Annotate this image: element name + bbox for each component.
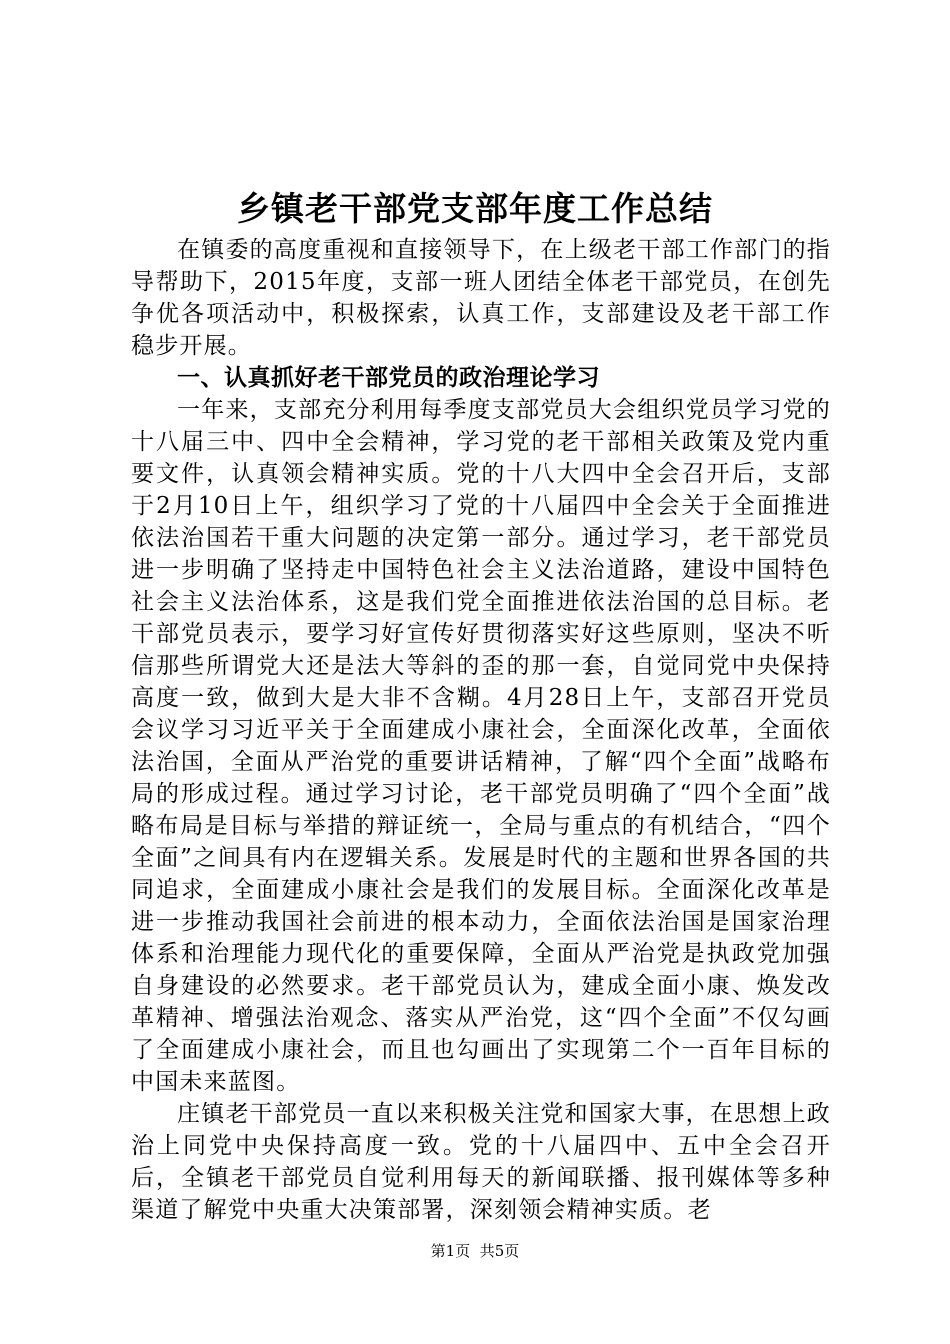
intro-paragraph: 在镇委的高度重视和直接领导下，在上级老干部工作部门的指导帮助下，2015年度，支部一班人团结全体老干部党员，在创先争优各项活动中，积极探索，认真工作，支部建设及老干部工作稳步开展。: [131, 237, 831, 359]
page-total: 共5页: [479, 1242, 520, 1260]
document-body: [131, 234, 831, 1226]
document-title: 乡镇老干部党支部年度工作总结: [237, 189, 713, 228]
section-1-paragraph-1: 一年来，支部充分利用每季度支部党员大会组织党员学习党的十八届三中、四中全会精神，学习党的老干部相关政策及党内重要文件，认真领会精神实质。党的十八大四中全会召开后，支部于2月10日上午，组织学习了党的十八届四中全会关于全面推进依法治国若干重大问题的决定第一部分。通过学习，老干部党员进一步明确了坚持走中国特色社会主义法治道路，建设中国特色社会主义法治体系，这是我们党全面推进依法治国的总目标。老干部党员表示，要学习好宣传好贯彻落实好这些原则，坚决不听信那些所谓党大还是法大等斜的歪的那一套，自觉同党中央保持高度一致，做到大是大非不含糊。4月28日上午，支部召开党员会议学习习近平关于全面建成小康社会，全面深化改革，全面依法治国，全面从严治党的重要讲话精神，了解“四个全面”战略布局的形成过程。通过学习讨论，老干部党员明确了“四个全面”战略布局是目标与举措的辩证统一，全局与重点的有机结合，“四个全面”之间具有内在逻辑关系。发展是时代的主题和世界各国的共同追求，全面建成小康社会是我们的发展目标。全面深化改革是进一步推动我国社会前进的根本动力，全面依法治国是国家治理体系和治理能力现代化的重要保障，全面从严治党是执政党加强自身建设的必然要求。老干部党员认为，建成全面小康、焕发改革精神、增强法治观念、落实从严治党，这“四个全面”不仅勾画了全面建成小康社会，而且也勾画出了实现第二个一百年目标的中国未来蓝图。: [131, 397, 831, 1095]
section-1-paragraph-2: 庄镇老干部党员一直以来积极关注党和国家大事，在思想上政治上同党中央保持高度一致。党的十八届四中、五中全会召开后，全镇老干部党员自觉利用每天的新闻联播、报刊媒体等多种渠道了解党中央重大决策部署，深刻领会精神实质。老: [131, 1101, 831, 1223]
page-footer: [0, 1241, 950, 1261]
section-heading-1: 一、认真抓好老干部党员的政治理论学习: [177, 364, 600, 391]
page-number: 第1页: [430, 1242, 471, 1260]
